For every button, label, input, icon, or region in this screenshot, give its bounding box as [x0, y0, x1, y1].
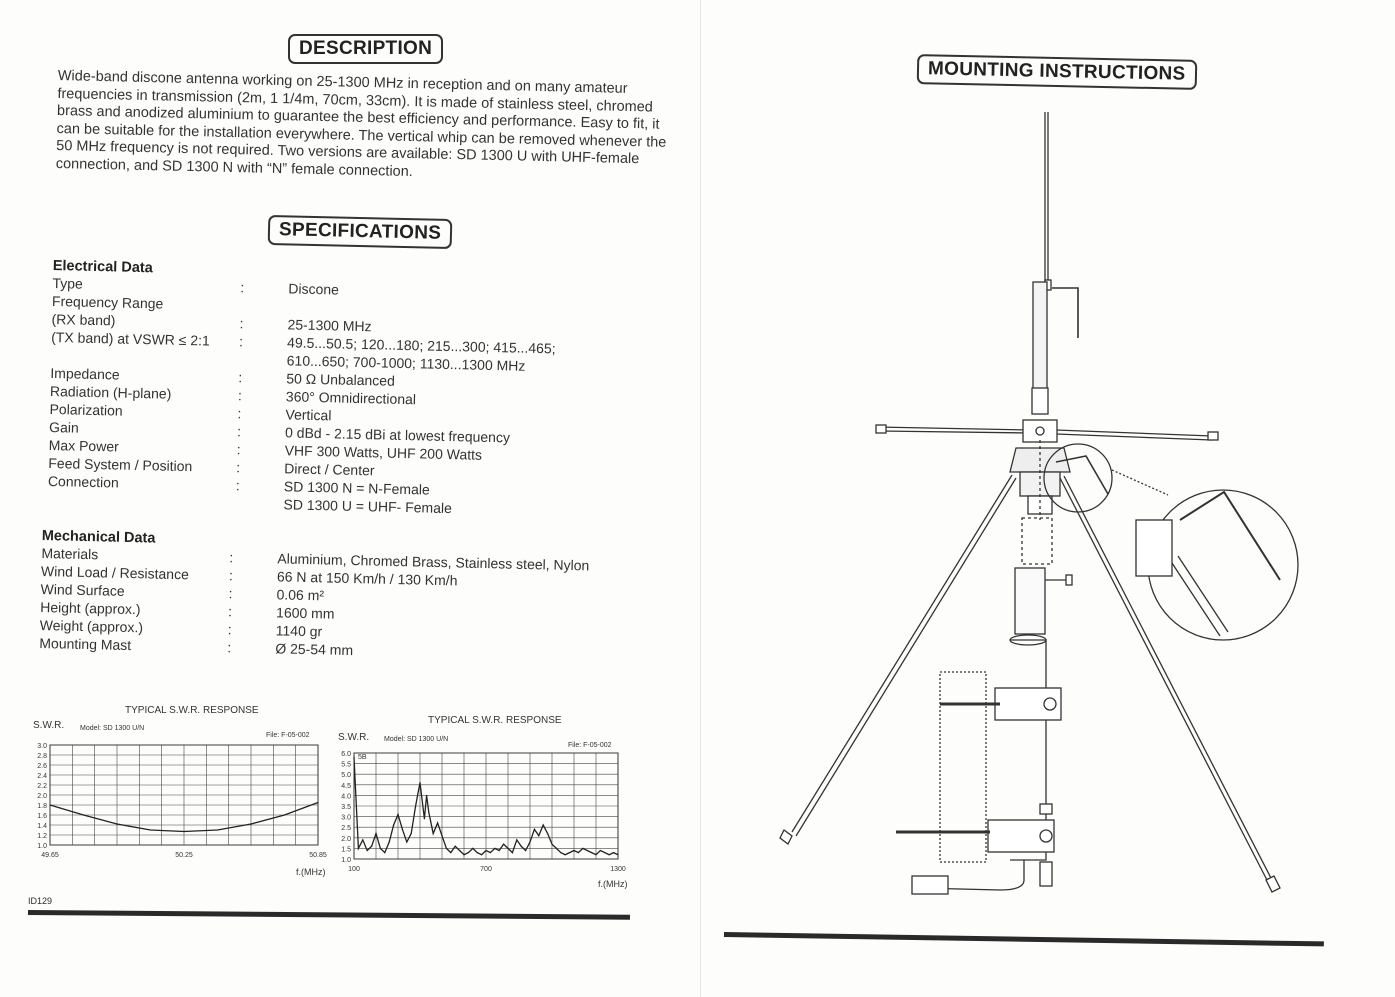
swr-data-point	[494, 848, 495, 849]
swr-data-point	[437, 822, 438, 823]
swr-data-point	[485, 850, 486, 851]
swr-data-point	[604, 852, 605, 853]
swr-data-point	[609, 854, 610, 855]
cable-connector	[912, 876, 948, 894]
spec-label: Polarization	[49, 400, 123, 419]
swr-data-point	[446, 848, 447, 849]
chart-xunit: f.(MHz)	[598, 879, 628, 889]
spec-separator: :	[227, 603, 233, 620]
spec-value: 1140 gr	[275, 622, 323, 640]
y-tick-label: 2.6	[37, 763, 47, 770]
swr-data-point	[503, 844, 504, 845]
swr-data-point	[353, 757, 354, 758]
antenna-diagram	[700, 0, 1395, 997]
mechanical-data-list	[39, 544, 601, 665]
chart-plot	[30, 735, 330, 895]
swr-data-point	[450, 852, 451, 853]
mechanical-data-title: Mechanical Data	[41, 528, 156, 547]
swr-data-point	[441, 835, 442, 836]
spec-separator: :	[237, 405, 242, 422]
x-tick-label: 100	[348, 866, 360, 873]
y-tick-label: 1.5	[341, 846, 351, 854]
spec-separator: :	[227, 639, 232, 656]
y-tick-label: 2.8	[37, 753, 47, 760]
swr-data-point	[463, 854, 464, 855]
swr-data-point	[415, 805, 416, 806]
swr-data-point	[481, 854, 482, 855]
y-tick-label: 1.4	[37, 823, 47, 830]
right-page	[700, 0, 1395, 997]
spec-value: 49.5...50.5; 120...180; 215...300; 415...465;	[286, 334, 556, 357]
swr-data-point	[587, 850, 588, 851]
spec-separator: :	[229, 549, 234, 566]
spec-value: Direct / Center	[284, 460, 375, 479]
y-tick-label: 2.5	[341, 825, 351, 833]
swr-chart-left	[30, 705, 330, 885]
swr-data-point	[116, 823, 117, 824]
spec-value: 66 N at 150 Km/h / 130 Km/h	[276, 568, 458, 589]
spec-separator: :	[228, 567, 234, 584]
swr-data-point	[477, 852, 478, 853]
spec-label: Mounting Mast	[39, 634, 132, 654]
chart-model: Model: SD 1300 U/N	[384, 736, 449, 743]
x-tick-label: 49.65	[41, 852, 59, 859]
electrical-data-list	[47, 274, 612, 521]
spec-label: Wind Surface	[40, 580, 125, 599]
swr-data-point	[83, 814, 84, 815]
y-tick-label: 4.0	[341, 793, 351, 801]
swr-data-point	[358, 848, 359, 849]
spec-separator: :	[228, 585, 233, 602]
spec-label: Radiation (H-plane)	[49, 382, 172, 402]
swr-data-point	[411, 833, 412, 834]
spec-separator: :	[240, 279, 245, 296]
spec-value: 360° Omnidirectional	[285, 388, 417, 408]
y-tick-label: 3.0	[37, 743, 47, 750]
swr-data-point	[424, 818, 425, 819]
swr-data-point	[455, 846, 456, 847]
swr-data-point	[183, 831, 184, 832]
y-tick-label: 2.0	[341, 835, 351, 843]
swr-data-point	[472, 848, 473, 849]
y-tick-label: 3.0	[341, 814, 351, 822]
swr-data-point	[573, 850, 574, 851]
spec-separator: :	[238, 333, 244, 350]
swr-data-point	[521, 846, 522, 847]
mast-clamp-lower	[896, 804, 1054, 886]
spec-label: Feed System / Position	[48, 454, 193, 475]
swr-data-point	[380, 848, 381, 849]
swr-data-point	[217, 829, 218, 830]
specifications-heading: SPECIFICATIONS	[268, 215, 453, 249]
spec-label: Frequency Range	[51, 292, 164, 312]
y-tick-label: 5.0	[341, 772, 351, 780]
x-tick-label: 700	[480, 866, 492, 873]
swr-data-point	[617, 854, 618, 855]
swr-data-point	[490, 852, 491, 853]
swr-data-point	[499, 850, 500, 851]
swr-data-point	[317, 802, 318, 803]
spec-separator: :	[236, 423, 242, 440]
mechanical-data-block	[39, 528, 602, 665]
swr-data-point	[284, 814, 285, 815]
swr-data-point	[433, 833, 434, 834]
swr-data-point	[534, 829, 535, 830]
spec-label: Type	[52, 274, 83, 292]
swr-data-point	[569, 852, 570, 853]
spec-separator: :	[237, 387, 243, 404]
swr-data-point	[538, 835, 539, 836]
swr-data-point	[516, 839, 517, 840]
swr-data-point	[402, 829, 403, 830]
spec-label: Impedance	[50, 364, 120, 383]
y-tick-label: 4.5	[341, 782, 351, 790]
spec-separator: :	[238, 369, 243, 386]
spec-separator: :	[227, 621, 232, 638]
spec-label: Weight (approx.)	[39, 616, 144, 636]
chart-ylabel: S.W.R.	[33, 720, 65, 731]
spec-label: Height (approx.)	[40, 598, 141, 618]
y-tick-label: 2.2	[37, 783, 47, 790]
swr-data-point	[150, 829, 151, 830]
swr-data-point	[389, 841, 390, 842]
swr-data-point	[426, 795, 427, 796]
spec-value: 50 Ω Unbalanced	[286, 370, 396, 389]
swr-data-point	[543, 824, 544, 825]
x-tick-label: 50.25	[175, 852, 193, 859]
y-tick-label: 1.6	[37, 813, 47, 820]
swr-data-point	[406, 841, 407, 842]
y-tick-label: 1.0	[37, 843, 47, 850]
swr-data-point	[367, 850, 368, 851]
chart-ylabel: S.W.R.	[338, 732, 370, 743]
vertical-whip	[1045, 112, 1051, 290]
allen-key-top	[1052, 288, 1078, 338]
swr-data-point	[591, 852, 592, 853]
spec-label: Gain	[48, 418, 79, 436]
spec-value: SD 1300 N = N-Female	[283, 478, 430, 498]
y-tick-label: 1.2	[37, 833, 47, 840]
swr-data-point	[582, 848, 583, 849]
swr-data-point	[529, 841, 530, 842]
chart-model: Model: SD 1300 U/N	[80, 725, 145, 732]
swr-data-point	[459, 850, 460, 851]
x-tick-label: 50.85	[309, 852, 327, 859]
y-tick-label: 1.8	[37, 803, 47, 810]
electrical-data-title: Electrical Data	[52, 258, 153, 277]
swr-data-point	[419, 782, 420, 783]
description-text: Wide-band discone antenna working on 25-1300 MHz in reception and on many amateur frequencies in transmission (2m, 1 1/4m, 70cm, 33cm). It is made of stainless steel, chromed brass and anodized aluminium to guarantee the best efficiency and performance. Easy to fit, it can be suitable for the installation everywhere. The vertical whip can be removed whenever the 50 MHz frequency is not required. Two versions are available: SD 1300 U with UHF-female connection, and SD 1300 N with “N” female connection.	[55, 68, 667, 180]
spec-value: Aluminium, Chromed Brass, Stainless steel, Nylon	[277, 550, 590, 574]
spec-label: Materials	[41, 544, 99, 563]
swr-data-point	[397, 814, 398, 815]
swr-data-point	[512, 852, 513, 853]
spec-label: Connection	[47, 472, 119, 491]
y-tick-label: 2.4	[37, 773, 47, 780]
chart-file: File: F-05-002	[266, 732, 310, 739]
swr-data-point	[371, 846, 372, 847]
spec-value: 1600 mm	[275, 604, 335, 622]
swr-data-point	[525, 850, 526, 851]
swr-data-point	[250, 823, 251, 824]
footer-rule	[28, 910, 630, 920]
mounting-heading: MOUNTING INSTRUCTIONS	[917, 54, 1197, 90]
spec-value: SD 1300 U = UHF- Female	[283, 496, 453, 517]
spec-value: Discone	[288, 280, 340, 298]
swr-data-point	[468, 852, 469, 853]
swr-data-point	[362, 839, 363, 840]
swr-data-point	[560, 852, 561, 853]
swr-data-point	[428, 812, 429, 813]
swr-data-point	[547, 833, 548, 834]
description-heading: DESCRIPTION	[288, 34, 443, 64]
chart-title: TYPICAL S.W.R. RESPONSE	[428, 715, 562, 726]
spec-value: VHF 300 Watts, UHF 200 Watts	[284, 442, 483, 463]
y-tick-label: 6.0	[341, 751, 351, 758]
spec-value: 610...650; 700-1000; 1130...1300 MHz	[286, 352, 526, 374]
y-tick-label: 2.0	[37, 793, 47, 800]
chart-file: File: F-05-002	[568, 742, 612, 749]
x-tick-label: 1300	[610, 866, 626, 873]
upper-tube	[1033, 282, 1047, 394]
swr-data-point	[595, 854, 596, 855]
chart-xunit: f.(MHz)	[296, 867, 326, 877]
swr-data-point	[393, 824, 394, 825]
spec-separator: :	[236, 459, 241, 476]
spec-value: 0.06 m²	[276, 586, 325, 604]
swr-data-point	[551, 844, 552, 845]
y-tick-label: 3.5	[341, 804, 351, 811]
swr-data-point	[375, 833, 376, 834]
document-id: ID129	[28, 896, 53, 906]
electrical-data-block	[47, 258, 613, 521]
chart-plot	[336, 745, 636, 905]
spec-separator: :	[235, 477, 240, 494]
spec-label: Max Power	[48, 436, 119, 455]
y-tick-label: 1.0	[341, 857, 351, 864]
spec-value: Ø 25-54 mm	[275, 640, 354, 659]
chart-corner-mark: 5B	[358, 754, 367, 761]
swr-data-point	[49, 804, 50, 805]
swr-data-point	[578, 852, 579, 853]
coupler	[1032, 388, 1048, 414]
swr-chart-right	[336, 715, 636, 895]
spec-value: 25-1300 MHz	[287, 316, 372, 335]
spec-label: Wind Load / Resistance	[40, 562, 190, 583]
swr-data-point	[507, 848, 508, 849]
spec-label: (TX band) at VSWR ≤ 2:1	[51, 328, 210, 349]
chart-title: TYPICAL S.W.R. RESPONSE	[125, 705, 259, 716]
swr-data-point	[556, 848, 557, 849]
spec-value: Vertical	[285, 406, 332, 424]
swr-data-point	[384, 852, 385, 853]
spec-value: 0 dBd - 2.15 dBi at lowest frequency	[284, 424, 511, 446]
y-tick-label: 5.5	[341, 761, 351, 769]
swr-data-point	[600, 850, 601, 851]
swr-data-point	[613, 852, 614, 853]
spec-separator: :	[239, 315, 244, 332]
spec-label: (RX band)	[51, 310, 116, 329]
swr-data-point	[565, 854, 566, 855]
spec-separator: :	[236, 441, 241, 458]
